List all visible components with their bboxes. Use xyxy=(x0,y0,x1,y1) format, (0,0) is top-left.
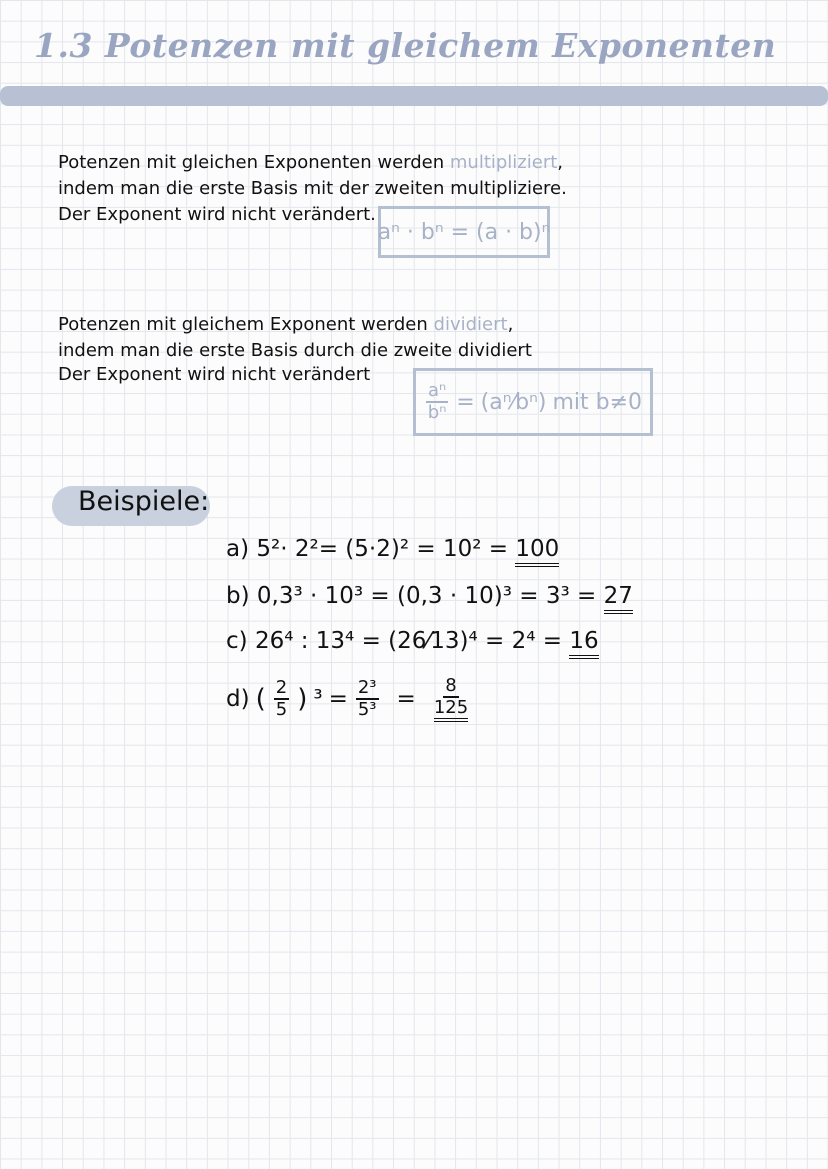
example-d-mid-den: 5³ xyxy=(357,699,377,720)
example-d-lhs-num: 2 xyxy=(275,677,288,698)
example-c-expr: 26⁴ : 13⁴ = (26⁄13)⁴ = 2⁴ = xyxy=(254,628,563,654)
rule1-line1-text: Potenzen mit gleichen Exponenten werden xyxy=(58,152,450,173)
example-b-label: b) xyxy=(226,583,250,609)
rule2-line1-text: Potenzen mit gleichem Exponent werden xyxy=(58,314,434,335)
example-a-result: 100 xyxy=(515,536,559,567)
example-d-lhs-fraction xyxy=(274,678,289,720)
example-d-exp: ³ xyxy=(313,686,323,712)
example-d-mid-fraction xyxy=(356,678,379,720)
rule2-formula-rhs: (aⁿ⁄bⁿ) xyxy=(480,389,547,415)
example-c-label: c) xyxy=(226,628,248,654)
page-title: 1.3 Potenzen mit gleichem Exponenten xyxy=(34,26,777,65)
example-c-result: 16 xyxy=(569,628,598,659)
rule2-line2: indem man die erste Basis durch die zweite dividiert xyxy=(58,340,532,361)
example-d-result-fraction xyxy=(434,676,468,722)
rule1-formula-box xyxy=(378,206,550,258)
example-b-expr: 0,3³ · 10³ = (0,3 · 10)³ = 3³ = xyxy=(256,583,597,609)
example-d: d) ( $\frac{2}{5}$ ) ³ = $\frac{\text{2³}}{\text{5³}}$ = $\frac{8}{125}$ xyxy=(226,675,469,720)
rule1-line1-comma: , xyxy=(557,152,564,173)
title-underline-bar xyxy=(0,86,828,106)
rule1-keyword: multipliziert xyxy=(449,152,558,173)
rule2-line1 xyxy=(58,314,513,335)
rule2-formula-box xyxy=(413,368,653,436)
rule2-formula-condition: mit b≠0 xyxy=(552,389,643,415)
rule1-line3: Der Exponent wird nicht verändert. xyxy=(58,204,376,225)
example-a xyxy=(226,536,559,562)
example-b-result: 27 xyxy=(604,583,633,614)
rule2-keyword: dividiert xyxy=(433,314,508,335)
rule1-formula: aⁿ · bⁿ = (a · b)ⁿ xyxy=(377,219,551,245)
examples-label: Beispiele: xyxy=(78,486,210,517)
example-c xyxy=(226,628,599,654)
rule2-line3: Der Exponent wird nicht verändert xyxy=(58,364,371,385)
rule2-formula-den: bⁿ xyxy=(427,402,447,423)
example-d-result-num: 8 xyxy=(445,675,457,696)
example-d-mid-num: 2³ xyxy=(357,677,377,698)
rule2-formula-eq: = xyxy=(456,389,475,415)
example-a-label: a) xyxy=(226,536,250,562)
rule1-line1 xyxy=(58,152,563,173)
example-d-result-den: 125 xyxy=(433,697,469,718)
example-d-lhs-den: 5 xyxy=(275,699,288,720)
rule2-formula-num: aⁿ xyxy=(427,380,447,401)
example-d-eq2: = xyxy=(396,686,416,712)
rule2-formula-fraction xyxy=(426,381,448,423)
rule2-line1-comma: , xyxy=(507,314,514,335)
rule1-line2: indem man die erste Basis mit der zweiten multipliziere. xyxy=(58,178,567,199)
example-a-expr: 5²· 2²= (5·2)² = 10² = xyxy=(256,536,509,562)
example-d-eq: = xyxy=(328,686,348,712)
example-b xyxy=(226,583,633,609)
example-d-label: d) xyxy=(226,686,250,712)
